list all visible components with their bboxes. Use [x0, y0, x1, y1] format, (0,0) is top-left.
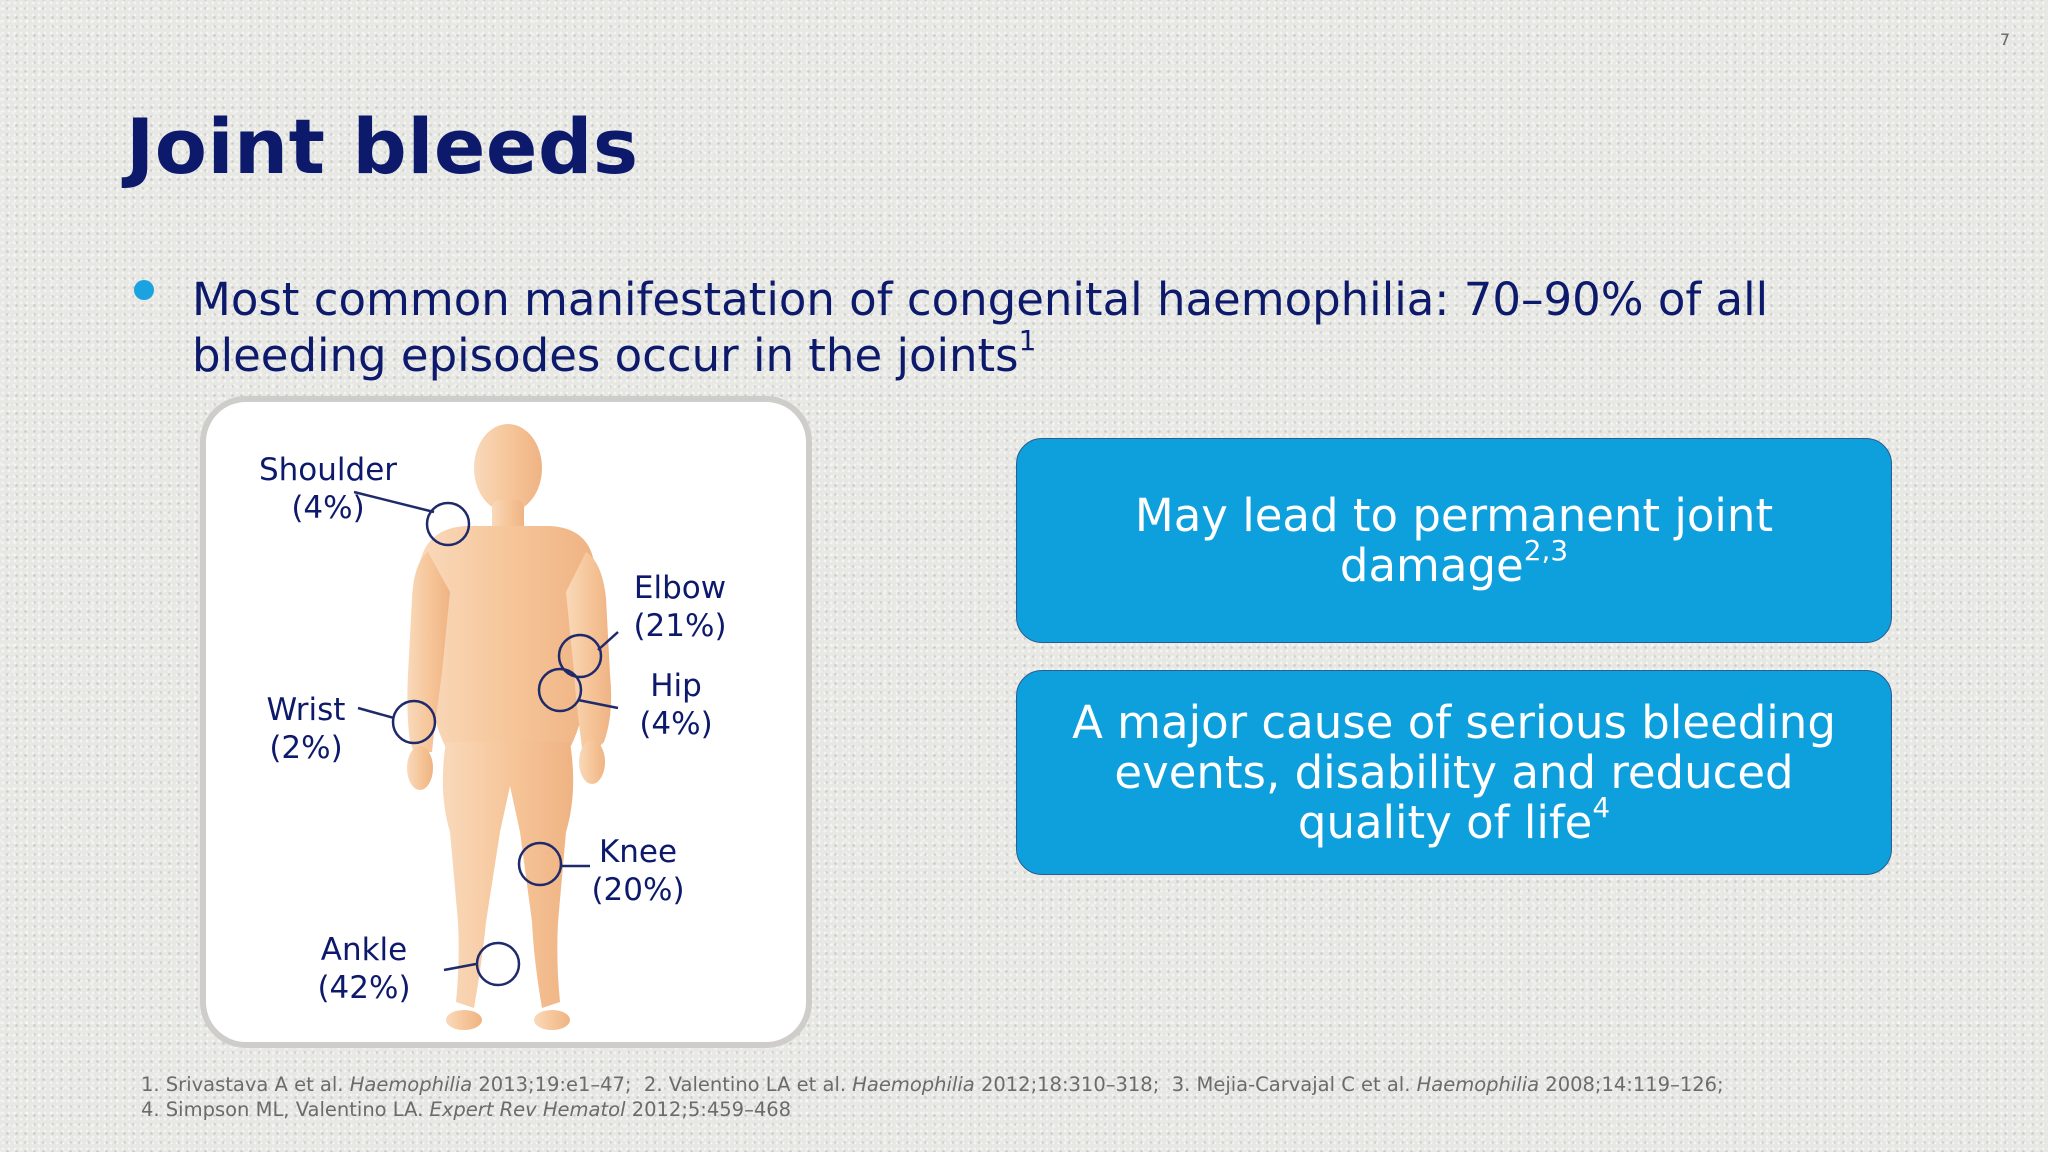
- callout-serious-bleeding-text: [1057, 695, 1851, 849]
- callout-joint-damage-text: [1057, 488, 1851, 592]
- ref-1-journal: Haemophilia: [349, 1073, 473, 1096]
- ref-4-authors: 4. Simpson ML, Valentino LA.: [141, 1098, 430, 1121]
- shoulder-label: Shoulder: [258, 452, 398, 488]
- ref-4-journal: Expert Rev Hematol: [429, 1098, 626, 1121]
- callout-joint-damage: [1016, 438, 1892, 643]
- ref-2-journal: Haemophilia: [852, 1073, 975, 1096]
- body-diagram: [206, 402, 812, 1048]
- ankle-label: Ankle: [320, 932, 408, 968]
- ref-3-details: 2008;14:119–126;: [1539, 1073, 1724, 1096]
- bullet-citation: 1: [1018, 324, 1037, 358]
- references-line-1: [141, 1072, 1991, 1097]
- references-line-2: [141, 1097, 1991, 1122]
- callout-serious-bleeding: [1016, 670, 1892, 875]
- ref-4-details: 2012;5:459–468: [625, 1098, 792, 1121]
- ref-1-authors: 1. Srivastava A et al.: [141, 1073, 350, 1096]
- references: [141, 1072, 1991, 1122]
- shoulder-leader: [354, 492, 434, 512]
- callout-serious-bleeding-citation: 4: [1592, 790, 1611, 824]
- ref-3-authors: 3. Mejia-Carvajal C et al.: [1171, 1073, 1417, 1096]
- ankle-pct: (42%): [317, 970, 411, 1006]
- slide-number: 7: [1999, 30, 2010, 49]
- slide-title: Joint bleeds: [126, 102, 639, 191]
- wrist-leader: [358, 708, 394, 718]
- body-figure-panel: [200, 396, 812, 1048]
- shoulder-pct: (4%): [291, 490, 365, 526]
- bullet-dot: [134, 280, 154, 300]
- callout-joint-damage-citation: 2,3: [1523, 533, 1569, 567]
- wrist-pct: (2%): [269, 730, 343, 766]
- knee-pct: (20%): [591, 872, 685, 908]
- human-body-illustration: [407, 424, 611, 1030]
- callout-joint-damage-body: May lead to permanent joint damage: [1134, 488, 1774, 592]
- hip-label: Hip: [650, 668, 702, 704]
- bullet-text: [192, 272, 1892, 384]
- ref-3-journal: Haemophilia: [1416, 1073, 1540, 1096]
- ref-2-authors: 2. Valentino LA et al.: [643, 1073, 853, 1096]
- callout-serious-bleeding-body: A major cause of serious bleeding events, disability and reduced quality of life: [1072, 695, 1836, 849]
- elbow-pct: (21%): [633, 608, 727, 644]
- hip-pct: (4%): [639, 706, 713, 742]
- elbow-label: Elbow: [633, 570, 727, 606]
- ankle-marker: [477, 943, 519, 985]
- ref-1-details: 2013;19:e1–47;: [472, 1073, 644, 1096]
- knee-label: Knee: [598, 834, 678, 870]
- bullet-text-body: Most common manifestation of congenital haemophilia: 70–90% of all bleeding episodes occur in the joints: [192, 273, 1769, 382]
- ref-2-details: 2012;18:310–318;: [974, 1073, 1172, 1096]
- wrist-label: Wrist: [266, 692, 346, 728]
